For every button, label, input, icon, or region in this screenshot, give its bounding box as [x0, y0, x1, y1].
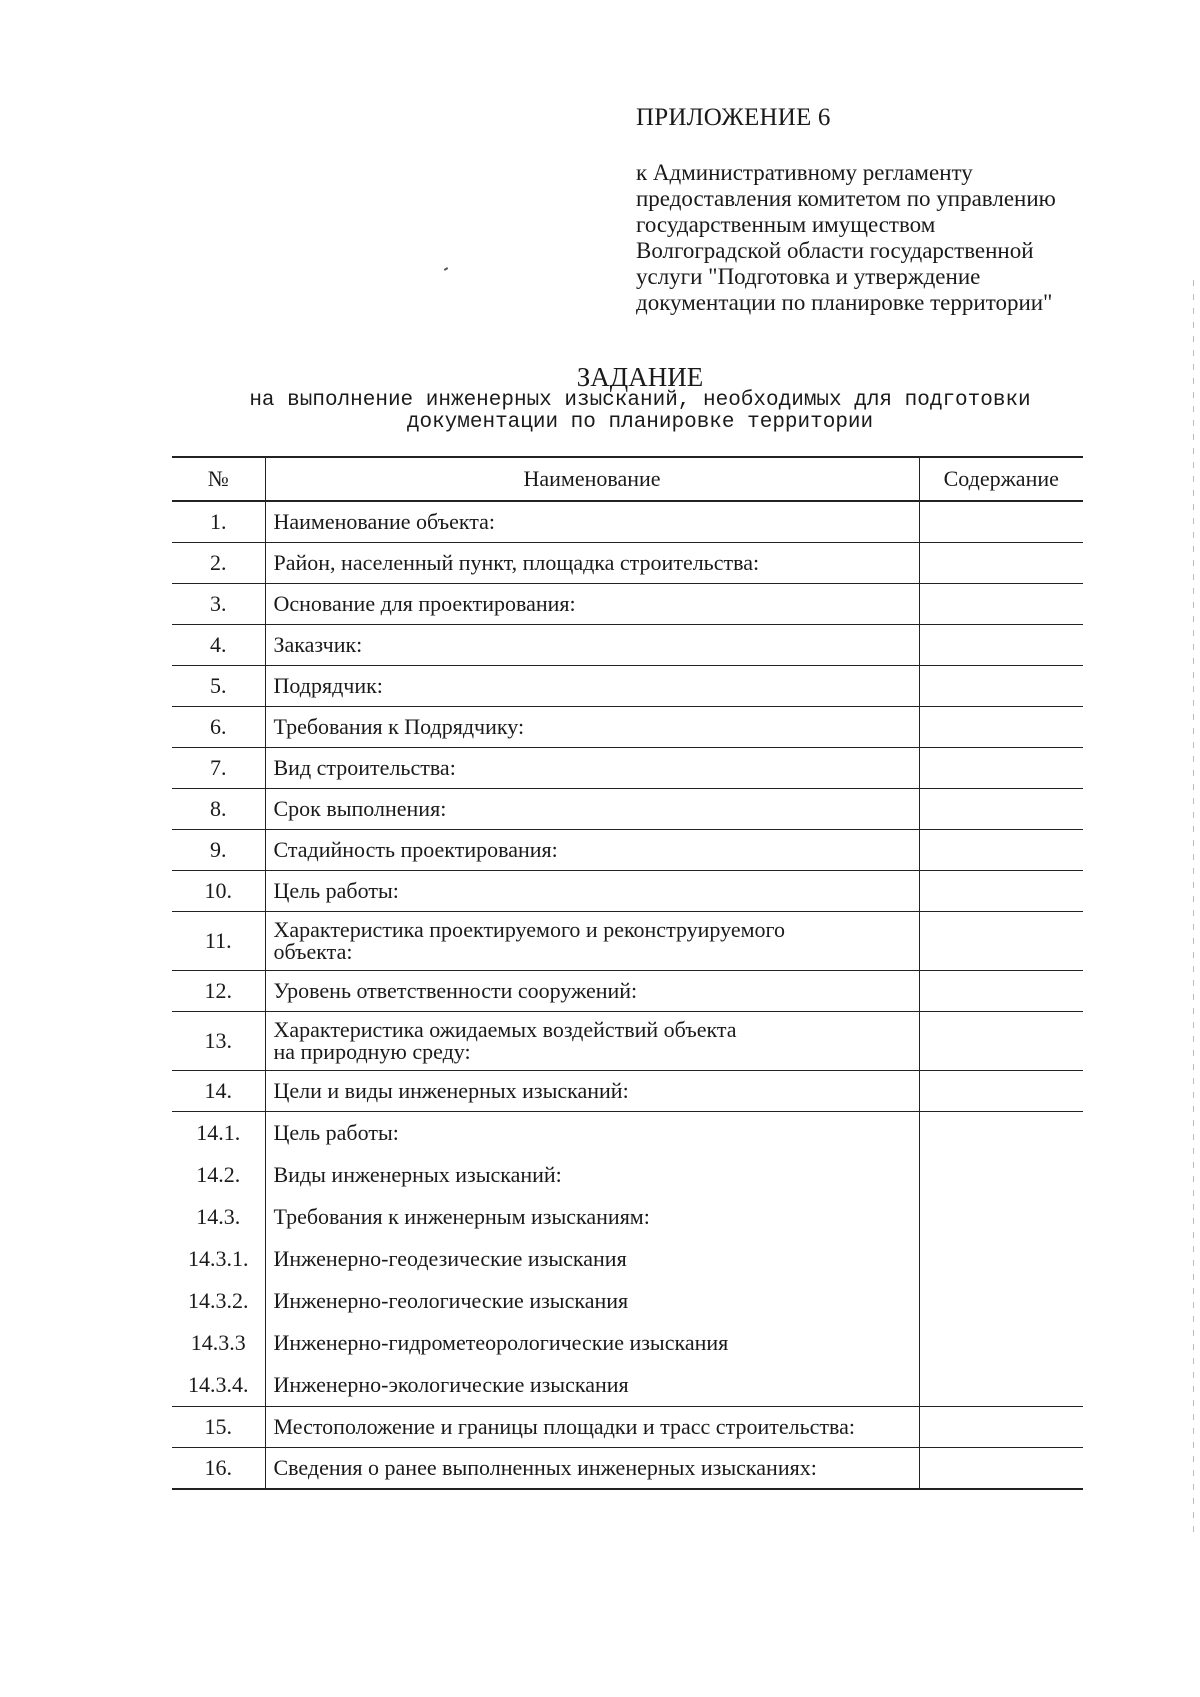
row-name: Наименование объекта:: [265, 501, 919, 543]
row-name-line: Характеристика проектируемого и реконструируемого: [273, 917, 786, 942]
row-number: 10.: [172, 871, 265, 912]
row-content: [919, 912, 1083, 971]
row-name: Цель работы:: [265, 1112, 919, 1155]
row-name: Инженерно-экологические изыскания: [265, 1364, 919, 1407]
row-name: Сведения о ранее выполненных инженерных изысканиях:: [265, 1448, 919, 1490]
table-row: [172, 912, 1083, 971]
row-number: 11.: [172, 912, 265, 971]
table-row: [172, 748, 1083, 789]
row-name: Инженерно-гидрометеорологические изыскания: [265, 1322, 919, 1364]
row-name: Срок выполнения:: [265, 789, 919, 830]
row-number: 14.2.: [172, 1154, 265, 1196]
appendix-note: [636, 160, 1106, 316]
row-number: 8.: [172, 789, 265, 830]
document-heading: [180, 364, 1100, 434]
row-name: Инженерно-геологические изыскания: [265, 1280, 919, 1322]
document-subtitle-line: документации по планировке территории: [406, 411, 874, 434]
row-content: [919, 1238, 1083, 1280]
row-content: [919, 789, 1083, 830]
row-name: Заказчик:: [265, 625, 919, 666]
table-row: [172, 1448, 1083, 1490]
row-number: 6.: [172, 707, 265, 748]
appendix-note-line: Волгоградской области государственной: [636, 238, 1034, 263]
table-row: [172, 1196, 1083, 1238]
document-title: ЗАДАНИЕ: [576, 362, 704, 392]
row-number: 14.3.3: [172, 1322, 265, 1364]
row-name: Основание для проектирования:: [265, 584, 919, 625]
row-name: [265, 1012, 919, 1071]
row-content: [919, 1364, 1083, 1407]
row-number: 1.: [172, 501, 265, 543]
row-name: Стадийность проектирования:: [265, 830, 919, 871]
row-number: 14.3.: [172, 1196, 265, 1238]
table-row: [172, 789, 1083, 830]
row-name: Требования к Подрядчику:: [265, 707, 919, 748]
table-row: [172, 666, 1083, 707]
table-row: [172, 1322, 1083, 1364]
row-content: [919, 1196, 1083, 1238]
row-name-line: Характеристика ожидаемых воздействий объекта: [273, 1017, 737, 1042]
table-row: [172, 543, 1083, 584]
table-row: [172, 1071, 1083, 1112]
table-row: [172, 707, 1083, 748]
row-name: Цели и виды инженерных изысканий:: [265, 1071, 919, 1112]
row-content: [919, 1012, 1083, 1071]
table-header-row: [172, 457, 1083, 501]
table-row: [172, 1407, 1083, 1448]
row-content: [919, 1154, 1083, 1196]
row-number: 9.: [172, 830, 265, 871]
row-content: [919, 748, 1083, 789]
appendix-note-line: государственным имуществом: [636, 212, 936, 237]
table-row: [172, 1154, 1083, 1196]
table-row: [172, 1238, 1083, 1280]
row-content: [919, 1112, 1083, 1155]
row-name: Подрядчик:: [265, 666, 919, 707]
table-row: [172, 1364, 1083, 1407]
row-name: Вид строительства:: [265, 748, 919, 789]
row-content: [919, 1280, 1083, 1322]
appendix-note-line: услуги "Подготовка и утверждение: [636, 264, 981, 289]
scan-mark: [444, 267, 448, 271]
table-row: [172, 501, 1083, 543]
row-content: [919, 1322, 1083, 1364]
table-row: [172, 625, 1083, 666]
appendix-note-line: к Административному регламенту: [636, 160, 973, 185]
row-content: [919, 543, 1083, 584]
row-name: Требования к инженерным изысканиям:: [265, 1196, 919, 1238]
appendix-note-line: документации по планировке территории": [636, 290, 1053, 315]
table-row: [172, 584, 1083, 625]
row-content: [919, 666, 1083, 707]
row-number: 14.3.2.: [172, 1280, 265, 1322]
row-name: Местоположение и границы площадки и трасс строительства:: [265, 1407, 919, 1448]
row-content: [919, 707, 1083, 748]
row-number: 2.: [172, 543, 265, 584]
row-content: [919, 584, 1083, 625]
row-content: [919, 625, 1083, 666]
row-content: [919, 1071, 1083, 1112]
header-name: Наименование: [265, 457, 919, 501]
row-name: Виды инженерных изысканий:: [265, 1154, 919, 1196]
row-name: Уровень ответственности сооружений:: [265, 971, 919, 1012]
appendix-title: ПРИЛОЖЕНИЕ 6: [636, 104, 831, 131]
row-content: [919, 501, 1083, 543]
row-content: [919, 971, 1083, 1012]
table-row: [172, 1012, 1083, 1071]
row-number: 14.3.1.: [172, 1238, 265, 1280]
row-number: 12.: [172, 971, 265, 1012]
row-number: 5.: [172, 666, 265, 707]
table-row: [172, 1280, 1083, 1322]
row-number: 14.1.: [172, 1112, 265, 1155]
row-name-line: объекта:: [273, 939, 353, 964]
row-name: Инженерно-геодезические изыскания: [265, 1238, 919, 1280]
appendix-note-line: предоставления комитетом по управлению: [636, 186, 1056, 211]
document-subtitle-line: на выполнение инженерных изысканий, необходимых для подготовки: [249, 389, 1031, 412]
row-number: 3.: [172, 584, 265, 625]
row-number: 14.: [172, 1071, 265, 1112]
table-row: [172, 830, 1083, 871]
row-name-line: на природную среду:: [273, 1039, 471, 1064]
row-content: [919, 871, 1083, 912]
row-number: 15.: [172, 1407, 265, 1448]
row-name: Район, населенный пункт, площадка строительства:: [265, 543, 919, 584]
header-content: Содержание: [919, 457, 1083, 501]
row-content: [919, 830, 1083, 871]
table-row: [172, 971, 1083, 1012]
table-row: [172, 1112, 1083, 1155]
row-name: [265, 912, 919, 971]
scan-edge: [1193, 280, 1194, 1540]
row-number: 14.3.4.: [172, 1364, 265, 1407]
table-row: [172, 871, 1083, 912]
row-number: 13.: [172, 1012, 265, 1071]
row-number: 16.: [172, 1448, 265, 1490]
row-content: [919, 1407, 1083, 1448]
row-number: 7.: [172, 748, 265, 789]
row-number: 4.: [172, 625, 265, 666]
row-name: Цель работы:: [265, 871, 919, 912]
header-number: №: [172, 457, 265, 501]
survey-task-table: [172, 456, 1083, 1490]
row-content: [919, 1448, 1083, 1490]
